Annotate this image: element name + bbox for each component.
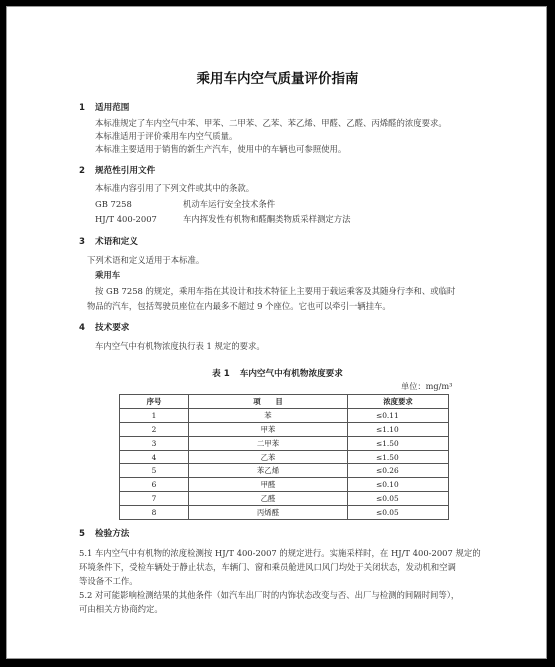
paragraph-line: 本标准内容引用了下列文件或其中的条款。: [95, 183, 255, 193]
reference-item: [95, 198, 275, 210]
table-row: [120, 478, 449, 492]
section-title: 规范性引用文件: [95, 166, 156, 176]
section-1-heading: [79, 101, 129, 113]
table-row: [120, 464, 449, 478]
paragraph-line: 本标准规定了车内空气中苯、甲苯、二甲苯、乙苯、苯乙烯、甲醛、乙醛、丙烯醛的浓度要求。: [95, 118, 447, 128]
section-3-heading: [79, 235, 138, 247]
table-row: [120, 492, 449, 506]
table-cell: ≤1.50: [348, 450, 449, 464]
section-title: 技术要求: [95, 323, 130, 333]
section-number: 4: [79, 323, 85, 333]
paragraph-line: 物品的汽车，包括驾驶员座位在内最多不超过 9 个座位。它也可以牵引一辆挂车。: [87, 301, 391, 311]
paragraph-line: 按 GB 7258 的规定，乘用车指在其设计和技术特征上主要用于载运乘客及其随身行李和、或临时: [95, 286, 456, 296]
reference-code: HJ/T 400-2007: [95, 214, 157, 224]
table-cell: 1: [120, 408, 189, 422]
section-5-heading: [79, 527, 129, 539]
table-cell: ≤0.11: [348, 408, 449, 422]
table-row: [120, 506, 449, 520]
concentration-table: [119, 394, 449, 520]
table-row: [120, 408, 449, 422]
paragraph-line: 下列术语和定义适用于本标准。: [87, 255, 205, 265]
section-number: 5: [79, 529, 85, 539]
table-cell: 7: [120, 492, 189, 506]
column-header: 序号: [120, 395, 189, 409]
term-name: 乘用车: [95, 270, 121, 280]
section-4-heading: [79, 321, 129, 333]
reference-code: GB 7258: [95, 199, 132, 209]
table-cell: 甲苯: [189, 422, 348, 436]
table-cell: ≤0.05: [348, 492, 449, 506]
column-header: 浓度要求: [348, 395, 449, 409]
table-cell: ≤1.50: [348, 436, 449, 450]
table-cell: ≤0.10: [348, 478, 449, 492]
table-cell: 2: [120, 422, 189, 436]
paragraph-line: 本标准适用于评价乘用车内空气质量。: [95, 131, 238, 141]
table-unit: 单位：mg/m³: [401, 381, 453, 391]
table-cell: 4: [120, 450, 189, 464]
paragraph-line: 车内空气中有机物浓度执行表 1 规定的要求。: [95, 341, 265, 351]
paragraph-line: 可由相关方协商约定。: [79, 604, 163, 614]
reference-item: [95, 213, 351, 225]
table-cell: 丙烯醛: [189, 506, 348, 520]
document-frame: [6, 6, 547, 659]
table-cell: 5: [120, 464, 189, 478]
reference-name: 机动车运行安全技术条件: [183, 199, 276, 209]
table-cell: 乙苯: [189, 450, 348, 464]
table-cell: 6: [120, 478, 189, 492]
table-cell: 8: [120, 506, 189, 520]
table-cell: ≤0.05: [348, 506, 449, 520]
document-page: [7, 7, 548, 660]
table-caption: [7, 367, 548, 379]
table-cell: 3: [120, 436, 189, 450]
table-number: 表 1: [212, 369, 230, 379]
table-cell: ≤1.10: [348, 422, 449, 436]
table-cell: 苯乙烯: [189, 464, 348, 478]
section-number: 3: [79, 237, 85, 247]
document-title: 乘用车内空气质量评价指南: [196, 71, 359, 87]
paragraph-line: 5.2 对可能影响检测结果的其他条件（如汽车出厂时的内饰状态改变与否、出厂与检测的间隔时间等），: [79, 590, 460, 600]
column-header: 项 目: [189, 395, 348, 409]
paragraph-line: 本标准主要适用于销售的新生产汽车，使用中的车辆也可参照使用。: [95, 144, 347, 154]
table-cell: 甲醛: [189, 478, 348, 492]
section-title: 术语和定义: [95, 237, 138, 247]
table-header-row: [120, 395, 449, 409]
reference-name: 车内挥发性有机物和醛酮类物质采样测定方法: [183, 214, 351, 224]
section-title: 适用范围: [95, 103, 130, 113]
paragraph-line: 等设备不工作。: [79, 576, 138, 586]
table-row: [120, 450, 449, 464]
table-cell: ≤0.26: [348, 464, 449, 478]
paragraph-line: 环境条件下，受检车辆处于静止状态，车辆门、窗和乘员舱进风口风门均处于关闭状态，发动机和空调: [79, 562, 456, 572]
table-cell: 苯: [189, 408, 348, 422]
section-2-heading: [79, 164, 155, 176]
section-title: 检验方法: [95, 529, 130, 539]
table-row: [120, 436, 449, 450]
paragraph-line: 5.1 车内空气中有机物的浓度检测按 HJ/T 400-2007 的规定进行。实施采样时，在 HJ/T 400-2007 规定的: [79, 548, 481, 558]
table-title: 车内空气中有机物浓度要求: [239, 369, 343, 379]
table-cell: 二甲苯: [189, 436, 348, 450]
section-number: 2: [79, 166, 85, 176]
table-row: [120, 422, 449, 436]
table-cell: 乙醛: [189, 492, 348, 506]
section-number: 1: [79, 103, 85, 113]
